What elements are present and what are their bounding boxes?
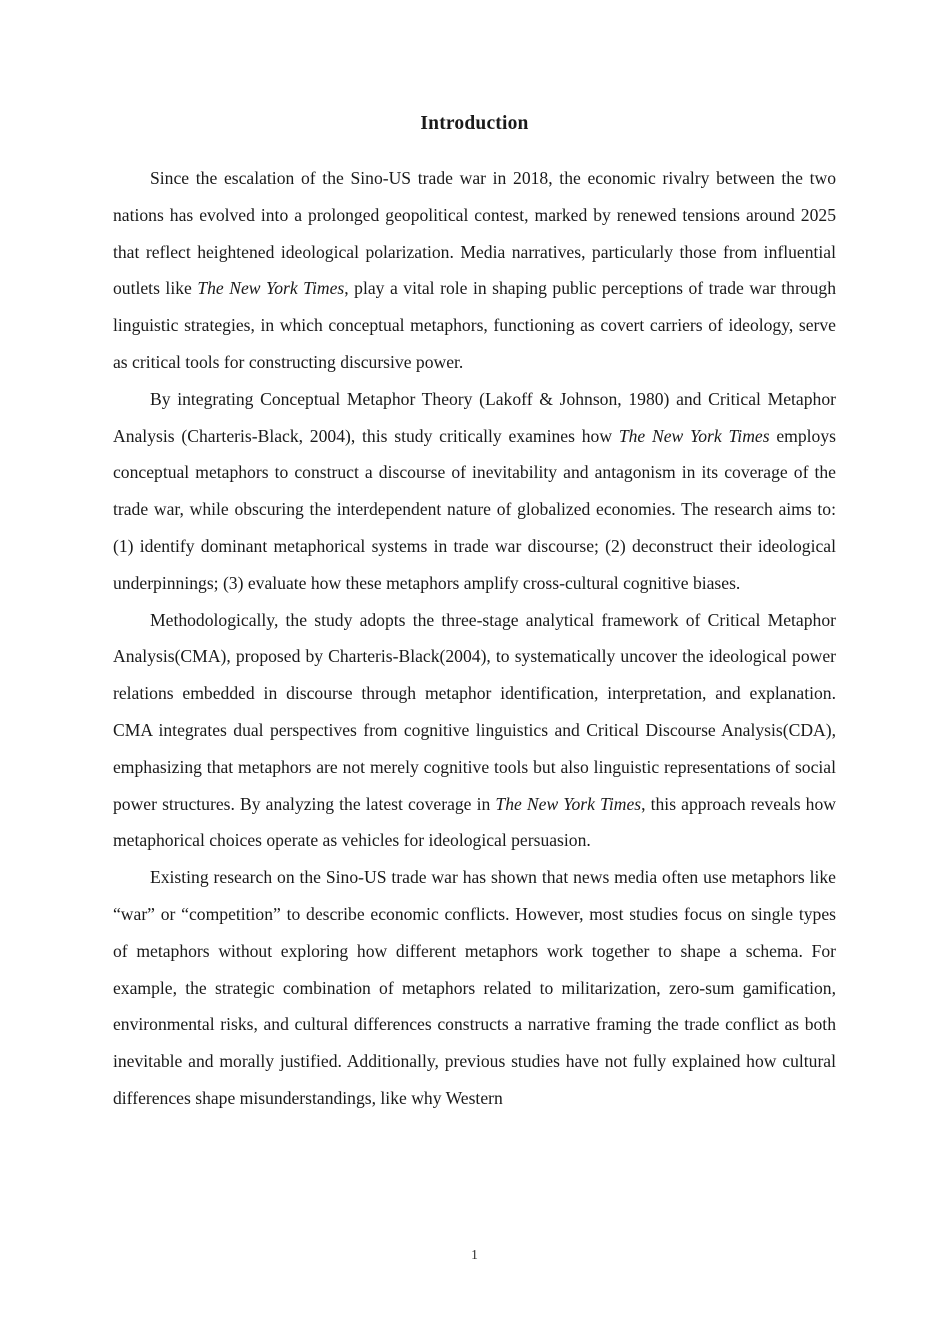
italic-run: The New York Times <box>495 793 642 814</box>
italic-run: The New York Times <box>618 425 770 446</box>
paragraph: Methodologically, the study adopts the three-stage analytical framework of Critical Metaphor Analysis(CMA), proposed by Charteris-Black(2004), to systematically uncover the ideological power relations embedded in discourse through metaphor identification, interpretation, and explanation. CMA integrates dual perspectives from cognitive linguistics and Critical Discourse Analysis(CDA), emphasizing that metaphors are not merely cognitive tools but also linguistic representations of social power structures. By analyzing the latest coverage in The New York Times, this approach reveals how metaphorical choices operate as vehicles for ideological persuasion. <box>113 609 836 851</box>
paragraph: Existing research on the Sino-US trade war has shown that news media often use metaphors like “war” or “competition” to describe economic conflicts. However, most studies focus on single types of metaphors without exploring how different metaphors work together to shape a schema. For example, the strategic combination of metaphors related to militarization, zero-sum gamification, environmental risks, and cultural differences constructs a narrative framing the trade conflict as both inevitable and morally justified. Additionally, previous studies have not fully explained how cultural differences shape misunderstandings, like why Western <box>113 867 836 1108</box>
paragraph: By integrating Conceptual Metaphor Theory (Lakoff & Johnson, 1980) and Critical Metaphor Analysis (Charteris-Black, 2004), this study critically examines how The New York Times employs conceptual metaphors to construct a discourse of inevitability and antagonism in its coverage of the trade war, while obscuring the interdependent nature of globalized economies. The research aims to: (1) identify dominant metaphorical systems in trade war discourse; (2) deconstruct their ideological underpinnings; (3) evaluate how these metaphors amplify cross-cultural cognitive biases. <box>113 388 836 593</box>
page-title: Introduction <box>420 113 529 134</box>
page-number: 1 <box>471 1247 478 1262</box>
body-text-block <box>113 160 836 1117</box>
paragraph: Since the escalation of the Sino-US trade war in 2018, the economic rivalry between the two nations has evolved into a prolonged geopolitical contest, marked by renewed tensions around 2025 that reflect heightened ideological polarization. Media narratives, particularly those from influential outlets like The New York Times, play a vital role in shaping public perceptions of trade war through linguistic strategies, in which conceptual metaphors, functioning as covert carriers of ideology, serve as critical tools for constructing discursive power. <box>113 168 836 372</box>
italic-run: The New York Times <box>197 278 345 299</box>
